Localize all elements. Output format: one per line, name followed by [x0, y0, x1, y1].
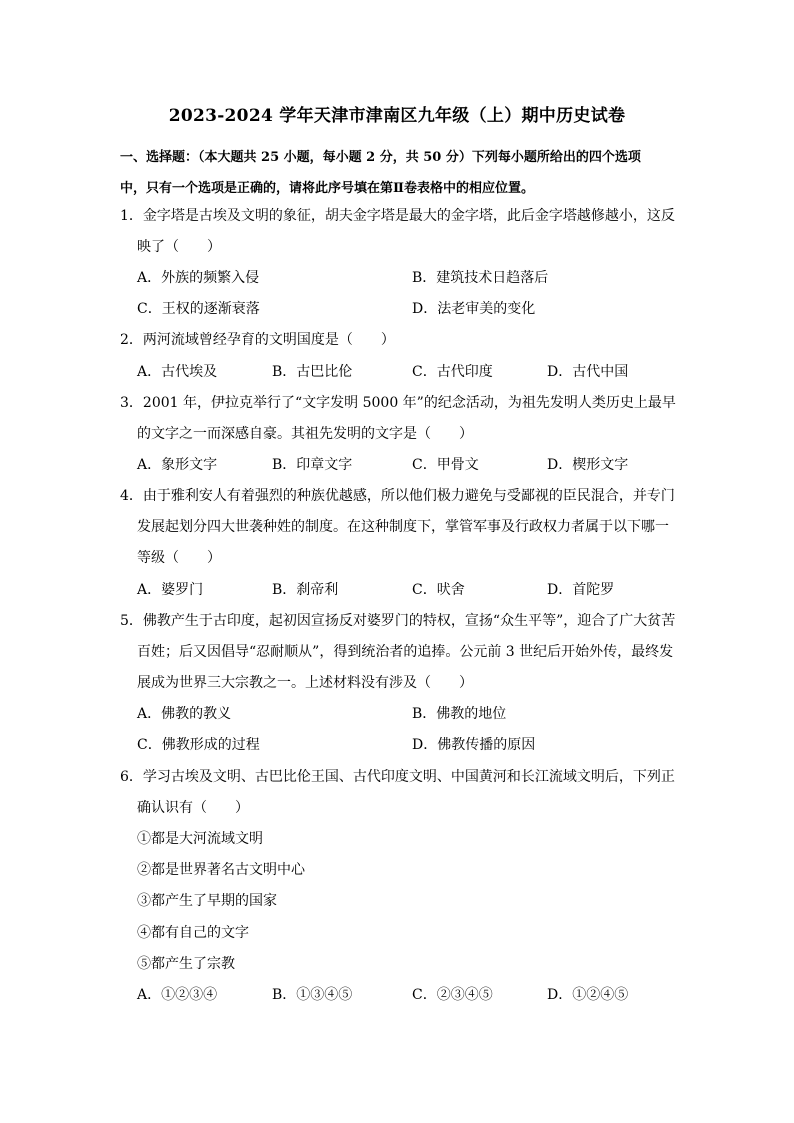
- question-2-option-b: B．古巴比伦: [272, 364, 353, 380]
- question-4-option-a: A．婆罗门: [137, 582, 204, 598]
- question-3-option-d: D．楔形文字: [547, 457, 629, 473]
- question-6-statement-4: ④都有自己的文字: [137, 925, 249, 941]
- question-2-option-a: A．古代埃及: [137, 364, 218, 380]
- question-1-option-d: D．法老审美的变化: [412, 301, 536, 317]
- question-6-option-b: B．①③④⑤: [272, 987, 353, 1003]
- question-1-line-1: 1．金字塔是古埃及文明的象征，胡夫金字塔是最大的金字塔，此后金字塔越修越小，这反: [120, 208, 675, 224]
- question-1-line-2: 映了（ ）: [137, 239, 221, 255]
- question-3-line-1: 3．2001 年，伊拉克举行了“文字发明 5000 年”的纪念活动，为祖先发明人类历史上最早: [120, 395, 676, 411]
- question-2-option-d: D．古代中国: [547, 364, 629, 380]
- question-5-option-c: C．佛教形成的过程: [137, 737, 260, 753]
- question-5-line-3: 展成为世界三大宗教之一。上述材料没有涉及（ ）: [137, 675, 473, 691]
- question-4-line-2: 发展起划分四大世袭种姓的制度。在这种制度下，掌管军事及行政权力者属于以下哪一: [137, 519, 669, 535]
- question-5-line-2: 百姓；后又因倡导“忍耐顺从”，得到统治者的追捧。公元前 3 世纪后开始外传，最终发: [137, 644, 674, 660]
- question-1-option-a: A．外族的频繁入侵: [137, 270, 260, 286]
- question-6-option-c: C．②③④⑤: [412, 987, 493, 1003]
- question-6-statement-1: ①都是大河流域文明: [137, 831, 263, 847]
- question-2-option-c: C．古代印度: [412, 364, 493, 380]
- question-4-option-c: C．吠舍: [412, 582, 465, 598]
- question-6-statement-5: ⑤都产生了宗教: [137, 956, 235, 972]
- question-1-option-c: C．王权的逐渐衰落: [137, 301, 260, 317]
- question-1-option-b: B．建筑技术日趋落后: [412, 270, 549, 286]
- question-5-option-a: A．佛教的教义: [137, 706, 232, 722]
- question-6-statement-3: ③都产生了早期的国家: [137, 893, 277, 909]
- section-line-1: 一、选择题：（本大题共 25 小题，每小题 2 分，共 50 分）下列每小题所给出的四个选项: [120, 150, 641, 165]
- exam-title: 2023-2024 学年天津市津南区九年级（上）期中历史试卷: [168, 106, 626, 126]
- question-4-line-3: 等级（ ）: [137, 550, 221, 566]
- question-2-line-1: 2．两河流域曾经孕育的文明国度是（ ）: [120, 332, 395, 348]
- question-5-option-b: B．佛教的地位: [412, 706, 507, 722]
- question-4-line-1: 4．由于雅利安人有着强烈的种族优越感，所以他们极力避免与受鄙视的臣民混合，并专门: [120, 488, 675, 504]
- question-6-option-d: D．①②④⑤: [547, 987, 629, 1003]
- question-6-line-2: 确认识有（ ）: [137, 800, 249, 816]
- question-5-line-1: 5．佛教产生于古印度，起初因宣扬反对婆罗门的特权，宣扬“众生平等”，迎合了广大贫苦: [120, 613, 676, 629]
- question-3-option-a: A．象形文字: [137, 457, 218, 473]
- section-instructions: [120, 142, 680, 204]
- question-6-statement-2: ②都是世界著名古文明中心: [137, 862, 305, 878]
- question-6-line-1: 6．学习古埃及文明、古巴比伦王国、古代印度文明、中国黄河和长江流域文明后，下列正: [120, 769, 675, 785]
- question-5-option-d: D．佛教传播的原因: [412, 737, 536, 753]
- question-3-line-2: 的文字之一而深感自豪。其祖先发明的文字是（ ）: [137, 426, 473, 442]
- question-3-option-c: C．甲骨文: [412, 457, 479, 473]
- question-4-option-b: B．刹帝利: [272, 582, 339, 598]
- section-line-2: 中，只有一个选项是正确的，请将此序号填在第Ⅱ卷表格中的相应位置。: [120, 181, 534, 196]
- question-3-option-b: B．印章文字: [272, 457, 353, 473]
- question-4-option-d: D．首陀罗: [547, 582, 615, 598]
- question-6-option-a: A．①②③④: [137, 987, 218, 1003]
